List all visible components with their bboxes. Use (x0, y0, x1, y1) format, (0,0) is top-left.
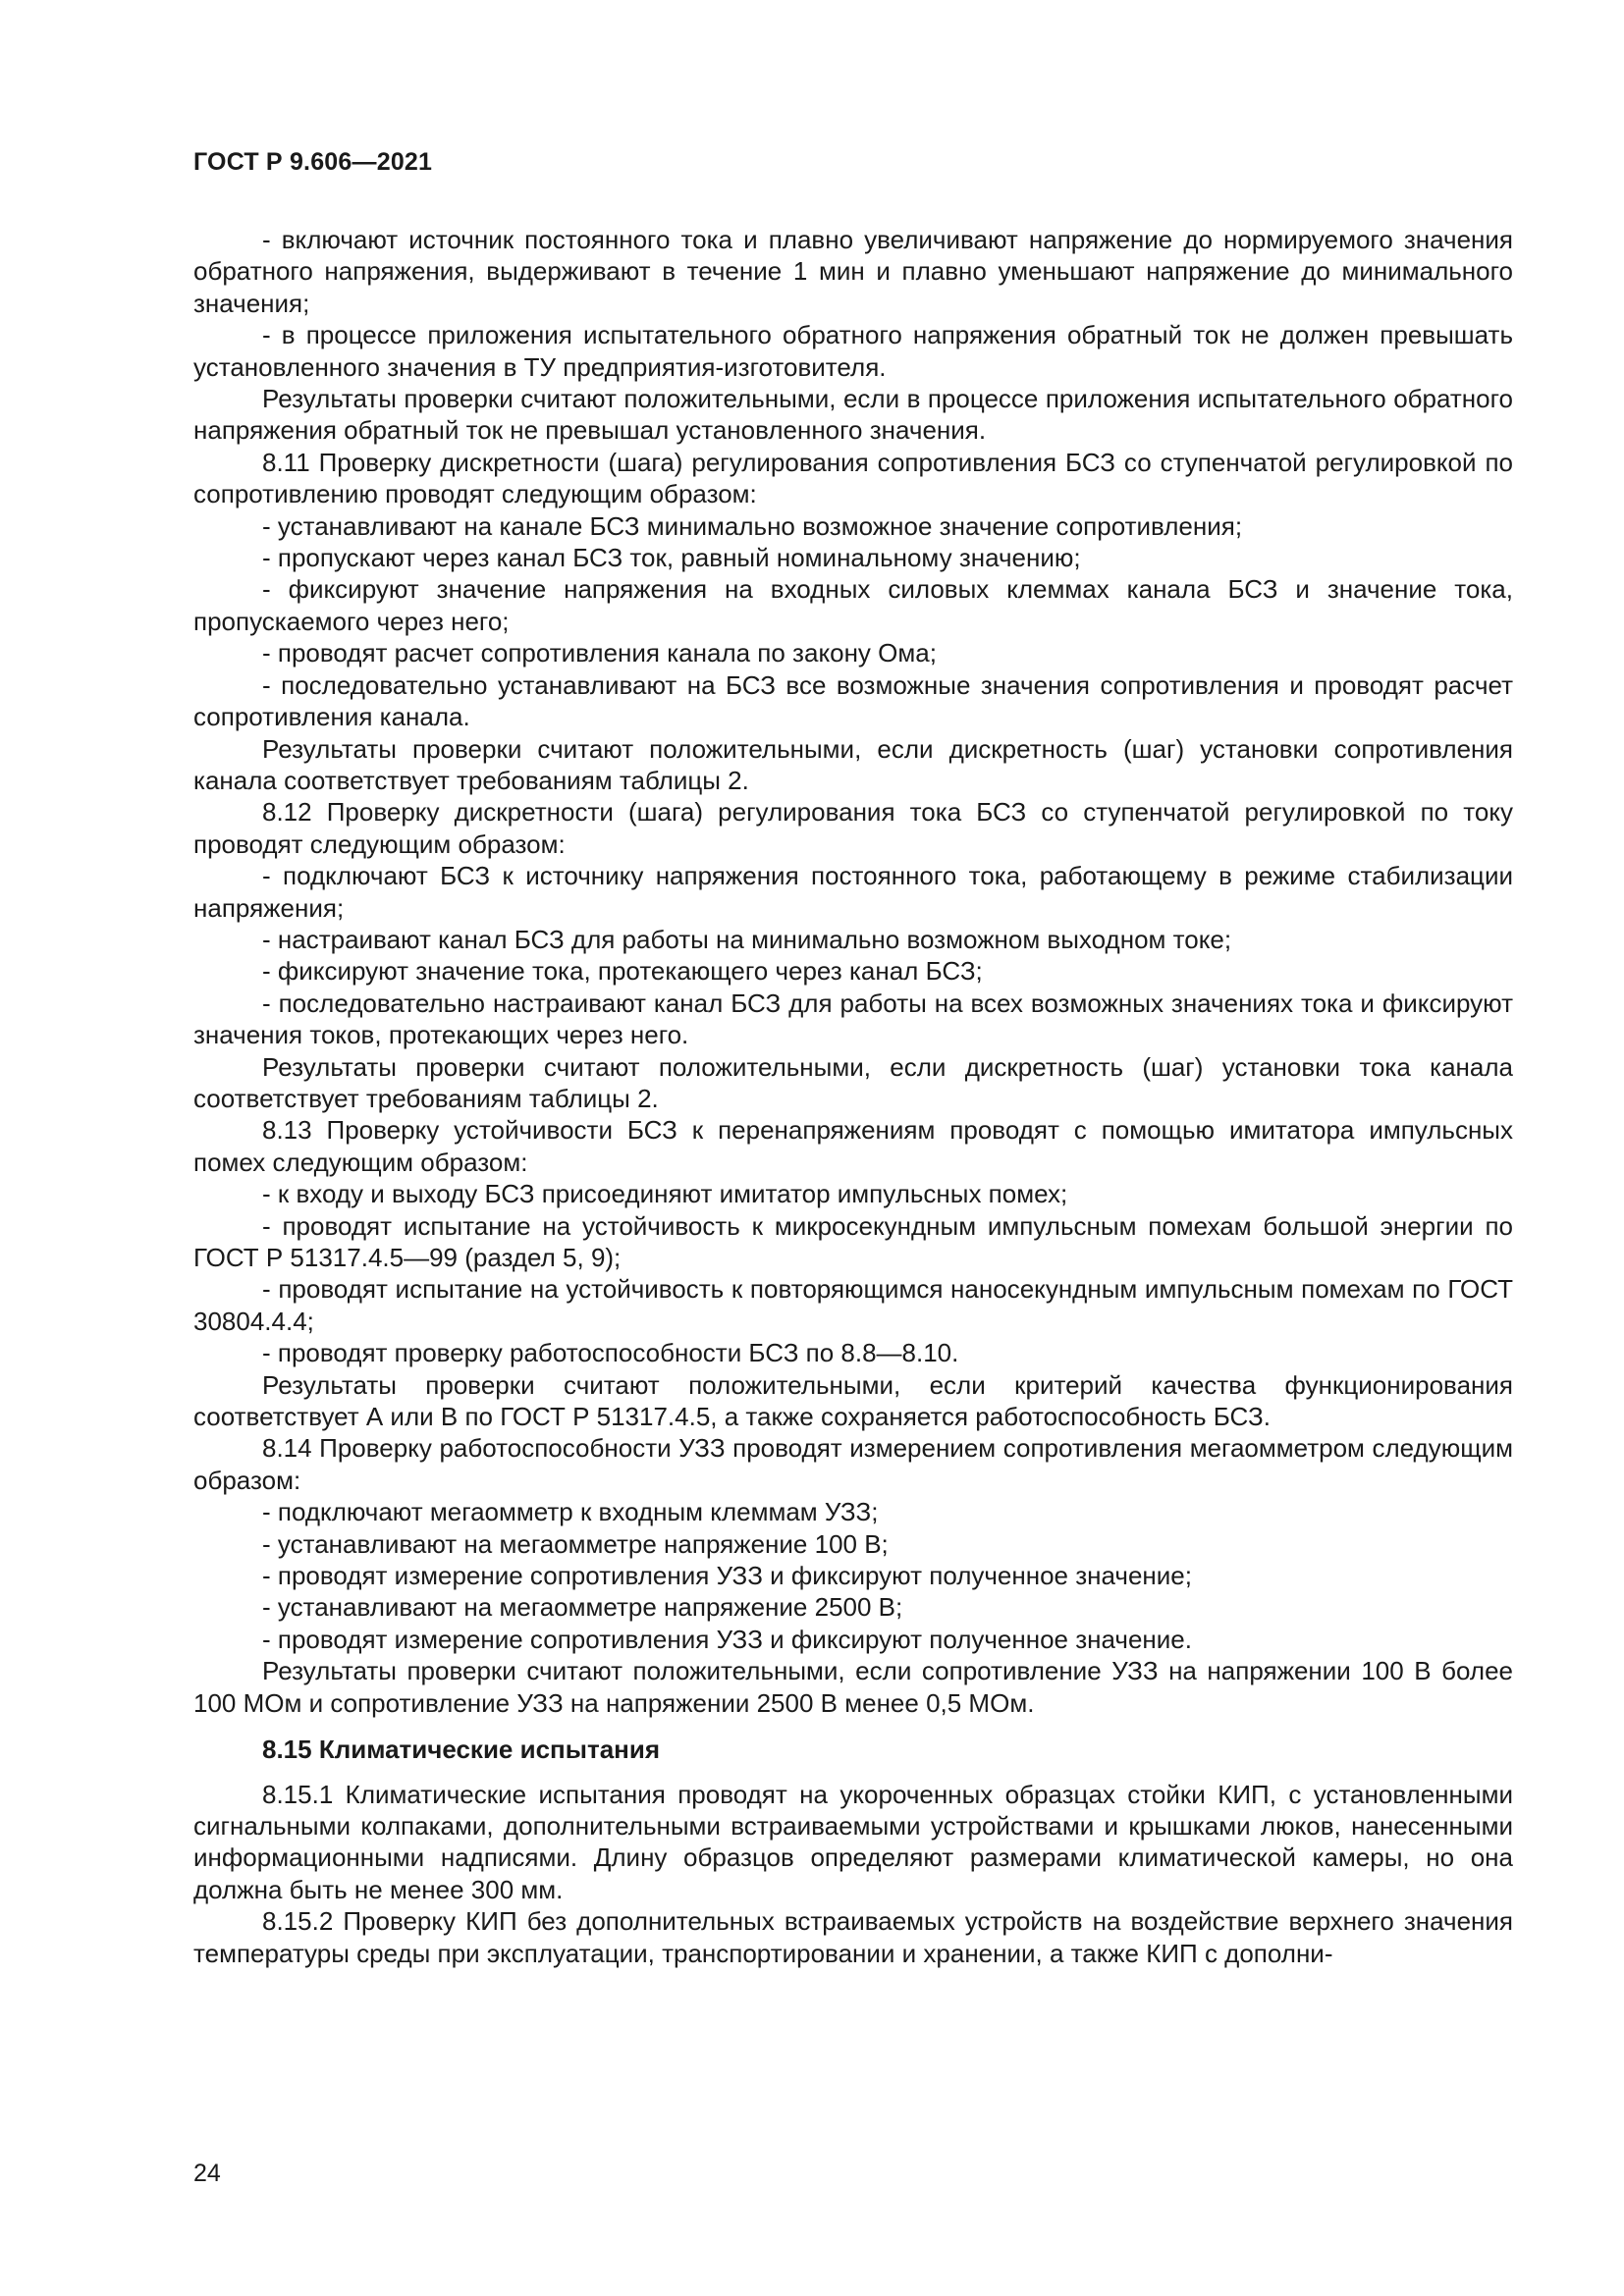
paragraph: 8.14 Проверку работоспособности УЗЗ проводят измерением сопротивления мегаомметром следующим образом: (193, 1433, 1513, 1495)
paragraph: - настраивают канал БСЗ для работы на минимально возможном выходном токе; (262, 924, 1232, 954)
paragraph: 8.12 Проверку дискретности (шага) регулирования тока БСЗ со ступенчатой регулировкой по току проводят следующим образом: (193, 797, 1513, 859)
paragraph: 8.13 Проверку устойчивости БСЗ к перенапряжениям проводят с помощью имитатора импульсных помех следующим образом: (193, 1115, 1513, 1177)
paragraph: - фиксируют значение напряжения на входных силовых клеммах канала БСЗ и значение тока, пропускаемого через него; (193, 574, 1513, 636)
paragraph: Результаты проверки считают положительными, если в процессе приложения испытательного обратного напряжения обратный ток не превышал установленного значения. (193, 384, 1513, 446)
paragraph: - последовательно устанавливают на БСЗ все возможные значения сопротивления и проводят расчет сопротивления канала. (193, 669, 1513, 732)
paragraph: - пропускают через канал БСЗ ток, равный номинальному значению; (262, 543, 1081, 573)
paragraph: Результаты проверки считают положительными, если дискретность (шаг) установки тока канала соответствует требованиям таблицы 2. (193, 1051, 1513, 1113)
document-header: ГОСТ Р 9.606—2021 (193, 148, 433, 176)
paragraph: - к входу и выходу БСЗ присоединяют имитатор импульсных помех; (262, 1179, 1068, 1209)
paragraph: 8.15.2 Проверку КИП без дополнительных встраиваемых устройств на воздействие верхнего значения температуры среды при эксплуатации, транспортировании и хранении, а также КИП с дополни- (193, 1906, 1513, 1968)
paragraph: - устанавливают на канале БСЗ минимально возможное значение сопротивления; (262, 510, 1243, 541)
paragraph: - устанавливают на мегаомметре напряжение 100 В; (262, 1528, 889, 1559)
paragraph: - включают источник постоянного тока и плавно увеличивают напряжение до нормируемого значения обратного напряжения, выдерживают в течение 1 мин и плавно уменьшают напряжение до минимального значения; (193, 225, 1513, 318)
paragraph: - подключают мегаомметр к входным клеммам УЗЗ; (262, 1497, 879, 1527)
paragraph: - проводят расчет сопротивления канала по закону Ома; (262, 638, 937, 668)
paragraph: - устанавливают на мегаомметре напряжение 2500 В; (262, 1592, 903, 1623)
document-body (193, 224, 1513, 1969)
paragraph: 8.15.1 Климатические испытания проводят на укороченных образцах стойки КИП, с установленными сигнальными колпаками, дополнительными встраиваемыми устройствами и крышками люков, нанесенными информационными надписями. Длину образцов определяют размерами климатической камеры, но она должна быть не менее 300 мм. (193, 1779, 1513, 1904)
paragraph: - проводят испытание на устойчивость к микросекундным импульсным помехам большой энергии по ГОСТ Р 51317.4.5—99 (раздел 5, 9); (193, 1210, 1513, 1272)
paragraph: - подключают БСЗ к источнику напряжения постоянного тока, работающему в режиме стабилизации напряжения; (193, 861, 1513, 923)
paragraph: Результаты проверки считают положительными, если критерий качества функционирования соответствует А или В по ГОСТ Р 51317.4.5, а также сохраняется работоспособность БСЗ. (193, 1369, 1513, 1432)
paragraph: - проводят проверку работоспособности БСЗ по 8.8—8.10. (262, 1338, 959, 1368)
paragraph: Результаты проверки считают положительными, если сопротивление УЗЗ на напряжении 100 В более 100 МОм и сопротивление УЗЗ на напряжении 2500 В менее 0,5 МОм. (193, 1656, 1513, 1718)
paragraph: - последовательно настраивают канал БСЗ для работы на всех возможных значениях тока и фиксируют значения токов, протекающих через него. (193, 988, 1513, 1050)
paragraph: - фиксируют значение тока, протекающего через канал БСЗ; (262, 956, 983, 987)
paragraph: - проводят измерение сопротивления УЗЗ и фиксируют полученное значение; (262, 1561, 1192, 1591)
paragraph: Результаты проверки считают положительными, если дискретность (шаг) установки сопротивления канала соответствует требованиям таблицы 2. (193, 733, 1513, 795)
paragraph: - в процессе приложения испытательного обратного напряжения обратный ток не должен превышать установленного значения в ТУ предприятия-изготовителя. (193, 320, 1513, 382)
paragraph: - проводят измерение сопротивления УЗЗ и фиксируют полученное значение. (262, 1624, 1192, 1654)
page-number: 24 (193, 2160, 221, 2187)
section-heading: 8.15 Климатические испытания (262, 1735, 661, 1765)
paragraph: - проводят испытание на устойчивость к повторяющимся наносекундным импульсным помехам по ГОСТ 30804.4.4; (193, 1274, 1513, 1336)
paragraph: 8.11 Проверку дискретности (шага) регулирования сопротивления БСЗ со ступенчатой регулировкой по сопротивлению проводят следующим образом: (193, 447, 1513, 509)
